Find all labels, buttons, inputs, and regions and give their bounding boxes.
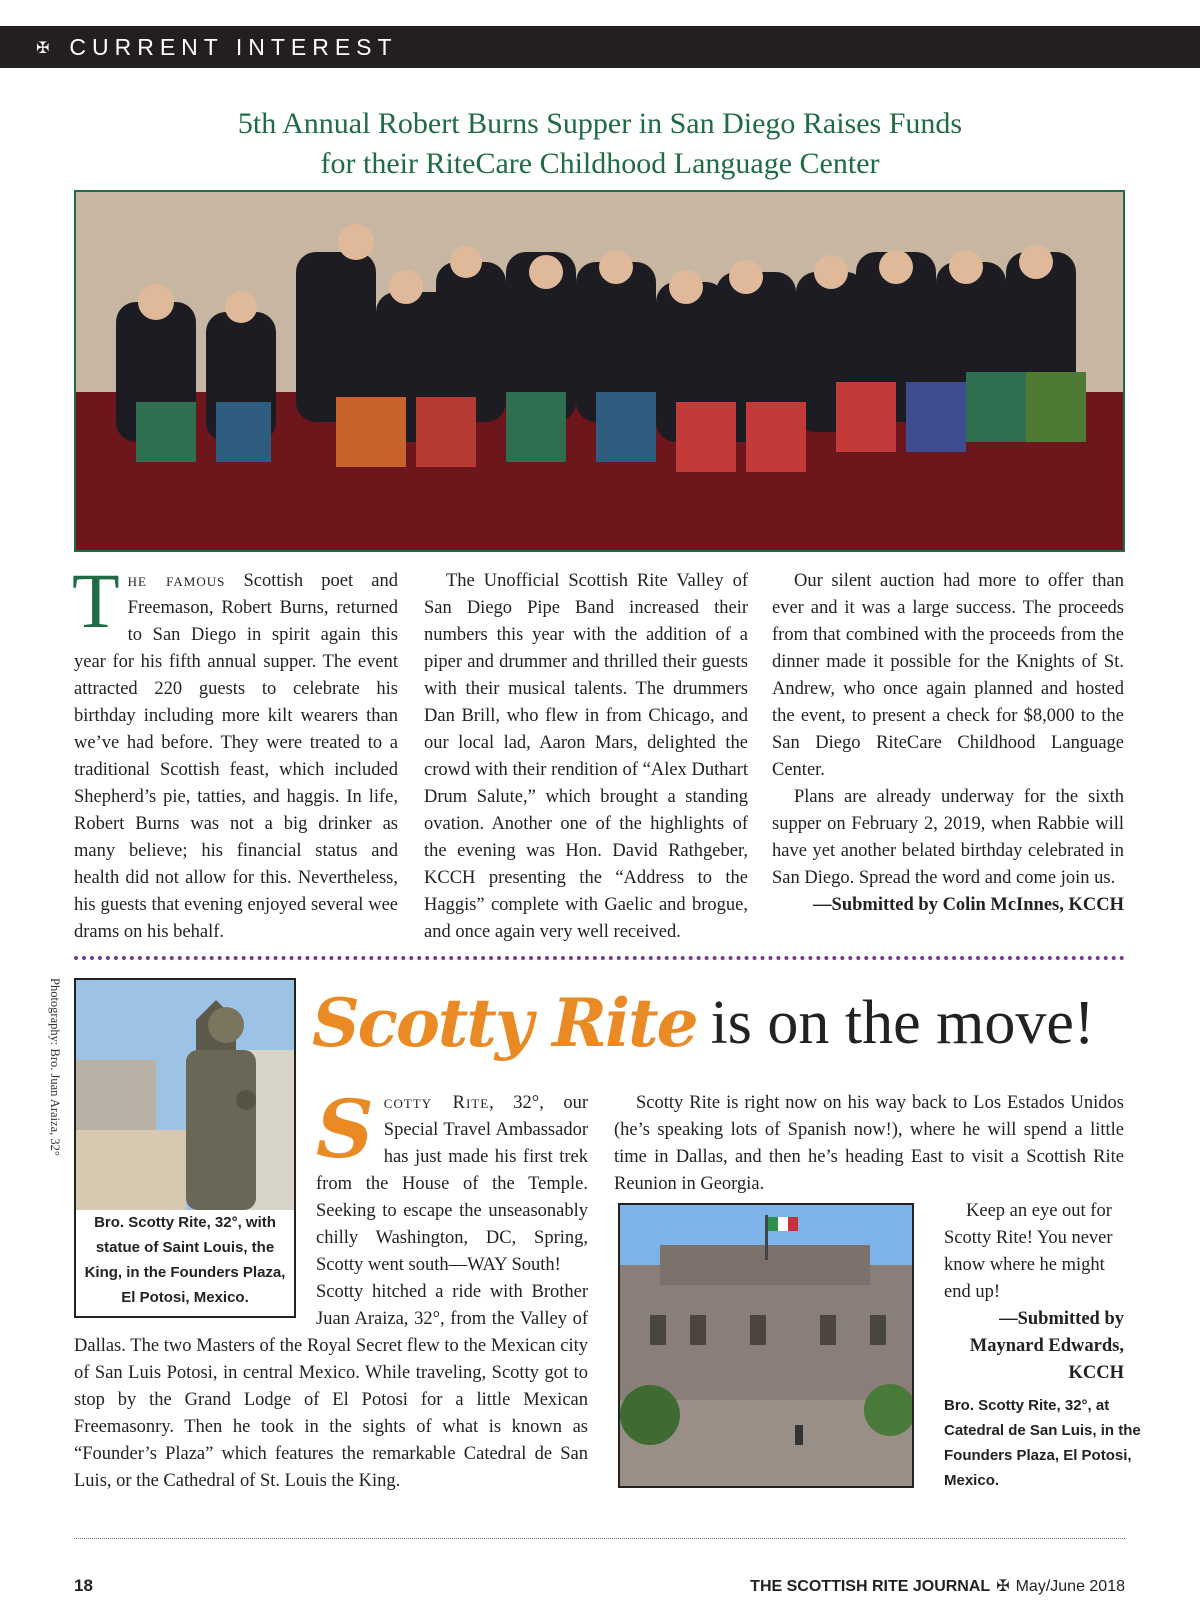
article2-paragraph-2-body: Scotty hitched a ride with Brother Juan Araiza, 32°, from the Valley of Dallas. The two Masters of the Royal Secret flew to the Mexican city of San Luis Potosi, in central Mexico. While traveling, Scotty got to stop by the Grand Lodge of El Potosi for a little Mexican Freemasonry. Then he took in the sights of what is known as “Founder’s Plaza” which features the remarkable Catedral de San Luis, or the Cathedral of St. Louis the King. (74, 1282, 588, 1491)
lead-in-small-caps: cotty Rite (383, 1093, 490, 1113)
headline-rest: is on the move! (710, 988, 1095, 1057)
statue-image (76, 980, 294, 1210)
statue-caption: Bro. Scotty Rite, 32°, with statue of Saint Louis, the King, in the Founders Plaza, El Potosi, Mexico. (76, 1210, 294, 1310)
article2-paragraph-2-text (74, 1279, 588, 1495)
cathedral-photo (618, 1203, 914, 1488)
journal-name: THE SCOTTISH RITE JOURNAL (750, 1578, 991, 1595)
article2-paragraph-3: Scotty Rite is right now on his way back to Los Estados Unidos (he’s speaking lots of Spanish now!), where he will spend a little time in Dallas, and then he’s heading East to visit a Scottish Rite Reunion in Georgia. (614, 1093, 1124, 1194)
footer-journal-line (750, 1576, 1125, 1596)
photo-credit-text: Photography: Bro. Juan Araiza, 32° (48, 978, 62, 1156)
templar-cross-icon: ✠ (36, 37, 50, 57)
article1-column-3 (772, 568, 1124, 919)
article1-paragraph-1-text: Scottish poet and Freemason, Robert Burns, returned to San Diego in spirit again this year for his fifth annual supper. The event attracted 220 guests to celebrate his birthday including more kilt wearers than we’ve had before. They were treated to a traditional Scottish feast, which included Shepherd’s pie, tatties, and haggis. In life, Robert Burns was not a big drinker as many believe; his financial status and health did not allow for this. Nevertheless, his guests that evening enjoyed several wee drams on his behalf. (74, 571, 398, 942)
article2-paragraph-4: Keep an eye out for Scotty Rite! You never know where he might end up! (944, 1201, 1113, 1302)
article2-column-1-wrap (74, 1279, 588, 1495)
group-photo (74, 190, 1125, 552)
page-number: 18 (74, 1576, 93, 1595)
drop-cap-letter-s: S (316, 1082, 374, 1176)
lead-in-small-caps: he famous (127, 571, 226, 591)
templar-cross-icon: ✠ (996, 1578, 1010, 1595)
article2-paragraph-1 (316, 1082, 588, 1279)
article2-column-1-top (316, 1082, 588, 1279)
article-title (0, 104, 1200, 184)
article1-paragraph-2: The Unofficial Scottish Rite Valley of San Diego Pipe Band increased their numbers this year with the addition of a piper and drummer and thrilled their guests with their musical talents. The drummers Dan Brill, who flew in from Chicago, and our local lad, Aaron Mars, delighted the crowd with their rendition of “Alex Duthart Drum Salute,” which brought a standing ovation. Another one of the highlights of the evening was Hon. David Rathgeber, KCCH presenting the “Address to the Haggis” complete with Gaelic and brogue, and once again very well received. (424, 571, 748, 942)
article2-signature-line-3: KCCH (1068, 1363, 1124, 1383)
article1-paragraph-1 (72, 557, 398, 946)
article1-paragraph-3: Our silent auction had more to offer than ever and it was a large success. The proceeds from that combined with the proceeds from the dinner made it possible for the Knights of St. Andrew, who once again planned and hosted the event, to present a check for $8,000 to the San Diego RiteCare Childhood Language Center. (772, 571, 1124, 780)
article1-paragraph-4: Plans are already underway for the sixth supper on February 2, 2019, when Rabbie will have yet another belated birthday celebrated in San Diego. Spread the word and come join us. (772, 787, 1124, 888)
issue-date: May/June 2018 (1015, 1578, 1125, 1595)
article2-column-2 (614, 1090, 1124, 1198)
article-title-line-1: 5th Annual Robert Burns Supper in San Diego Raises Funds (237, 107, 963, 140)
footer-rule (74, 1538, 1125, 1539)
scotty-rite-logotype: Scotty Rite (312, 984, 697, 1062)
article1-column-2 (424, 568, 748, 946)
cathedral-image (620, 1205, 912, 1486)
photo-credit (44, 978, 66, 1238)
article1-signature: —Submitted by Colin McInnes, KCCH (813, 895, 1124, 915)
article-title-line-2: for their RiteCare Childhood Language Center (320, 147, 880, 180)
cathedral-caption: Bro. Scotty Rite, 32°, at Catedral de San Luis, in the Founders Plaza, El Potosi, Mexico. (944, 1397, 1141, 1489)
drop-cap-letter: T (72, 557, 120, 644)
article2-column-3 (944, 1198, 1124, 1387)
article1-column-1 (72, 557, 398, 946)
caption-wrap-spacer (74, 1279, 316, 1333)
article2-signature-line-2: Maynard Edwards, (969, 1336, 1124, 1356)
section-header-bar (0, 26, 1200, 68)
article2-signature-line-1: —Submitted by (999, 1309, 1124, 1329)
article2-paragraph-1-text: , 32°, our Special Travel Ambassador has just made his first trek from the House of the Temple. Seeking to escape the unseasonably chilly Washington, DC, Spring, Scotty went south—WAY South! (316, 1093, 588, 1275)
section-label: CURRENT INTEREST (69, 33, 398, 60)
scotty-headline (312, 978, 1112, 1068)
statue-photo (74, 978, 296, 1318)
section-divider (74, 956, 1125, 960)
